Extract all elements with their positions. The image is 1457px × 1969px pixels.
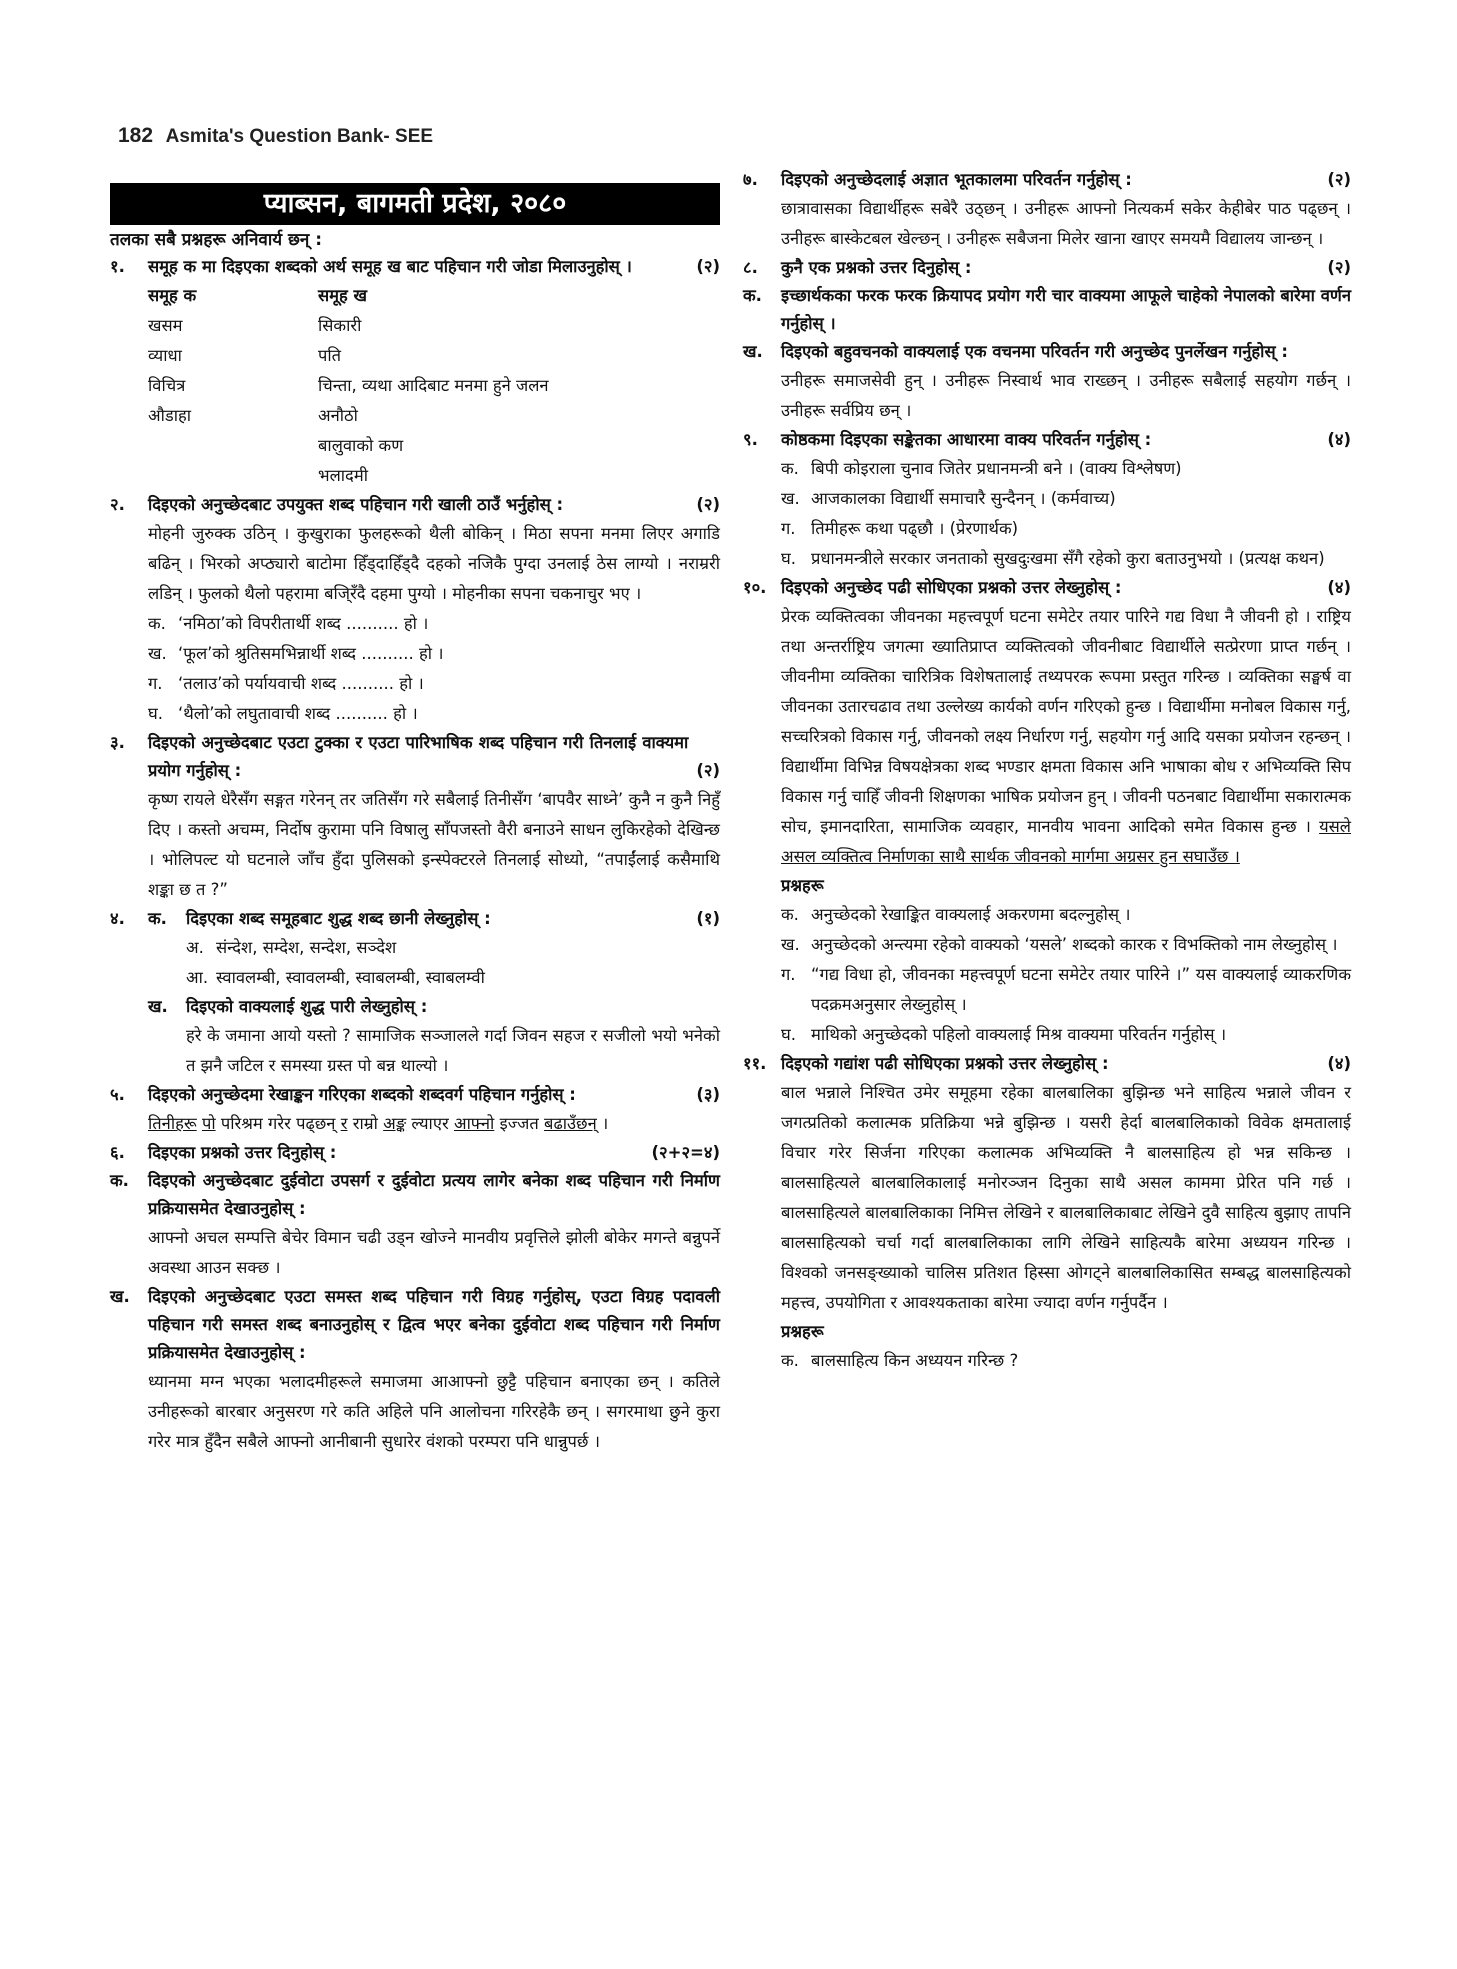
sub-item: ख. आजकालका विद्यार्थी समाचारै सुन्दैनन् । (कर्मवाच्य) [781, 489, 1116, 508]
underlined-word: पो [201, 1114, 216, 1133]
book-title: Asmita's Question Bank- SEE [165, 126, 434, 147]
option: आ. स्वावलम्बी, स्वावलम्बी, स्वाबलम्बी, स्वाबलम्वी [186, 968, 485, 987]
underlined-sentence: यसले असल व्यक्तित्व निर्माणका साथै सार्थक जीवनको मार्गमा अग्रसर हुन सघाउँछ । [781, 817, 1351, 866]
marks: (२) [1327, 170, 1351, 189]
question-text: दिइएका प्रश्नको उत्तर दिनुहोस् : [148, 1143, 337, 1162]
question-8 [743, 254, 1351, 282]
questions-label: प्रश्नहरू [781, 1322, 824, 1341]
group-a-item: औडाहा [148, 406, 192, 425]
group-a-item [148, 461, 318, 491]
group-b-item: बालुवाको कण [318, 436, 404, 455]
page-number: 182 [118, 124, 154, 147]
marks: (२+२=४) [651, 1143, 720, 1162]
marks: (१) [696, 909, 720, 928]
right-column [743, 166, 1351, 1376]
sub-item: ग. ‘तलाउ’को पर्यायवाची शब्द .......... हो । [148, 674, 424, 693]
question-text: दिइएको अनुच्छेदबाट एउटा टुक्का र एउटा पारिभाषिक शब्द पहिचान गरी तिनलाई वाक्यमा प्रयोग गर्नुहोस् : [148, 733, 689, 780]
passage: कृष्ण रायले धेरैसँग सङ्गत गरेनन् तर जतिसँग गरे सबैलाई तिनीसँग ‘बापवैर साध्ने’ कुनै न कुनै निहुँ दिए । कस्तो अचम्म, निर्दोष कुरामा पनि विषालु साँपजस्तो वैरी बनाउने साधन लुकिरहेको देखिन्छ । भोलिपल्ट यो घटनाले जाँच हुँदा पुलिसको इन्स्पेक्टरले तिनलाई सोध्यो, “तपाईंलाई कसैमाथि शङ्का छ त ?” [148, 790, 720, 899]
group-a-item: खसम [148, 316, 183, 335]
question-7 [743, 166, 1351, 254]
question-text: दिइएको अनुच्छेदमा रेखाङ्कन गरिएका शब्दको शब्दवर्ग पहिचान गर्नुहोस् : [148, 1085, 576, 1104]
question-text: दिइएको अनुच्छेदबाट दुईवोटा उपसर्ग र दुईवोटा प्रत्यय लागेर बनेका शब्द पहिचान गरी निर्माण प्रक्रियासमेत देखाउनुहोस् : [148, 1171, 720, 1218]
group-b-item: चिन्ता, व्यथा आदिबाट मनमा हुने जलन [318, 376, 549, 395]
question-number: ५. [110, 1085, 125, 1104]
question-number: ३. [110, 733, 125, 752]
question-2 [110, 491, 720, 729]
question-text: दिइएको बहुवचनको वाक्यलाई एक वचनमा परिवर्तन गरी अनुच्छेद पुनर्लेखन गर्नुहोस् : [781, 342, 1288, 361]
question-number: ६. [110, 1143, 125, 1162]
match-table [110, 281, 720, 491]
question-number: ७. [743, 170, 758, 189]
group-b-header: समूह ख [318, 286, 368, 305]
question-8a [743, 282, 1351, 338]
question-6 [110, 1139, 720, 1167]
marks: (४) [1327, 1054, 1351, 1073]
sub-item: क. बिपी कोइराला चुनाव जितेर प्रधानमन्त्री बने । (वाक्य विश्लेषण) [781, 459, 1182, 478]
passage-text: इज्जत [494, 1114, 545, 1133]
passage: उनीहरू समाजसेवी हुन् । उनीहरू निस्वार्थ भाव राख्छन् । उनीहरू सबैलाई सहयोग गर्छन् । उनीहरू सर्वप्रिय छन् । [781, 371, 1351, 420]
question-text: दिइएको अनुच्छेद पढी सोधिएका प्रश्नको उत्तर लेख्नुहोस् : [781, 578, 1122, 597]
passage: मोहनी जुरुक्क उठिन् । कुखुराका फुलहरूको थैली बोकिन् । मिठा सपना मनमा लिएर अगाडि बढिन् । भिरको अप्ठ्यारो बाटोमा हिँड्दाहिँड्दै दहको नजिकै पुग्दा उनलाई ठेस लाग्यो । नराम्ररी लडिन् । फुलको थैलो पहरामा बजि्रँदै दहमा पुग्यो । मोहनीका सपना चकनाचुर भए । [148, 524, 720, 603]
question-8b [743, 338, 1351, 426]
underlined-word: र [340, 1114, 348, 1133]
question-text: समूह क मा दिइएका शब्दको अर्थ समूह ख बाट पहिचान गरी जोडा मिलाउनुहोस् । [148, 257, 632, 276]
left-column [110, 183, 720, 1457]
sub-item: घ. ‘थैलो’को लघुतावाची शब्द .......... हो । [148, 704, 418, 723]
underlined-word: तिनीहरू [148, 1114, 197, 1133]
sub-item: घ. माथिको अनुच्छेदको पहिलो वाक्यलाई मिश्र वाक्यमा परिवर्तन गर्नुहोस् । [781, 1025, 1227, 1044]
sub-label: क. [110, 1171, 129, 1190]
question-text: दिइएको गद्यांश पढी सोधिएका प्रश्नको उत्तर लेख्नुहोस् : [781, 1054, 1109, 1073]
passage: आफ्नो अचल सम्पत्ति बेचेर विमान चढी उड्न खोज्ने मानवीय प्रवृत्तिले झोली बोकेर मगन्ते बन्नुपर्ने अवस्था आउन सक्छ । [148, 1228, 720, 1277]
question-number: ८. [743, 258, 758, 277]
group-a-item: व्याधा [148, 346, 182, 365]
question-1 [110, 253, 720, 281]
passage: हरे के जमाना आयो यस्तो ? सामाजिक सञ्जालले गर्दा जिवन सहज र सजीलो भयो भनेको त झनै जटिल र समस्या ग्रस्त पो बन्न थाल्यो । [186, 1026, 720, 1075]
questions-label: प्रश्नहरू [781, 876, 824, 895]
sub-label: क. [743, 286, 762, 305]
question-4 [110, 905, 720, 1081]
passage: बाल भन्नाले निश्चित उमेर समूहमा रहेका बालबालिका बुझिन्छ भने साहित्य भन्नाले जीवन र जगत्प्रतिको कलात्मक प्रतिक्रिया भन्ने बुझिन्छ । यसरी हेर्दा बालबालिकाको विवेक क्षमतालाई विचार गरेर सिर्जना गरिएका कलात्मक अभिव्यक्ति नै बालसाहित्य हो भन्न सकिन्छ । बालसाहित्यले बालबालिकालाई मनोरञ्जन दिनुका साथै असल काममा प्रेरित पनि गर्छ । बालसाहित्यले बालबालिकाका निमित्त लेखिने र बालबालिकाबाट लेखिने दुवै साहित्य बुझाए तापनि बालसाहित्यको चर्चा गर्दा बालबालिकाका लागि लेखिने साहित्यकै बारेमा अध्ययन गरिन्छ । विश्वको जनसङ्ख्याको चालिस प्रतिशत हिस्सा ओगट्ने बालबालिकासित सम्बद्ध बालसाहित्यको महत्त्व, उपयोगिता र आवश्यकताका बारेमा ज्यादा वर्णन गर्नुपर्दैन । [781, 1083, 1351, 1312]
group-a-header: समूह क [148, 286, 197, 305]
marks: (२) [1327, 258, 1351, 277]
question-text: दिइएको वाक्यलाई शुद्ध पारी लेख्नुहोस् : [186, 997, 428, 1016]
sub-item: ग. तिमीहरू कथा पढ्छौ । (प्रेरणार्थक) [781, 519, 1019, 538]
question-number: ४. [110, 909, 125, 928]
group-b-item: सिकारी [318, 316, 362, 335]
question-text: दिइएको अनुच्छेदलाई अज्ञात भूतकालमा परिवर्तन गर्नुहोस् : [781, 170, 1132, 189]
group-b-item: पति [318, 346, 342, 365]
page-header [118, 124, 433, 148]
question-text: दिइएको अनुच्छेदबाट एउटा समस्त शब्द पहिचान गरी विग्रह गर्नुहोस्, एउटा विग्रह पदावली पहिचान गरी समस्त शब्द बनाउनुहोस् र द्वित्व भएर बनेका दुईवोटा शब्द पहिचान गरी निर्माण प्रक्रियासमेत देखाउनुहोस् : [148, 1287, 720, 1362]
sub-item: क. ‘नमिठा’को विपरीतार्थी शब्द .......... हो । [148, 614, 429, 633]
group-b-item: अनौठो [318, 406, 358, 425]
passage-text: राम्रो [347, 1114, 384, 1133]
sub-label: ख. [148, 997, 168, 1016]
question-6a [110, 1167, 720, 1283]
underlined-word: आफ्नो [453, 1114, 495, 1133]
question-6b [110, 1283, 720, 1457]
question-number: १. [110, 257, 125, 276]
marks: (४) [1327, 578, 1351, 597]
question-3 [110, 729, 720, 905]
question-9 [743, 426, 1351, 574]
group-b-item: भलादमी [318, 466, 368, 485]
sub-item: क. अनुच्छेदको रेखाङ्कित वाक्यलाई अकरणमा बदल्नुहोस् । [781, 905, 1131, 924]
marks: (२) [696, 257, 720, 276]
sub-label: क. [148, 909, 167, 928]
passage-text: ल्याएर [406, 1114, 454, 1133]
sub-item: क. बालसाहित्य किन अध्ययन गरिन्छ ? [781, 1351, 1019, 1370]
question-10 [743, 574, 1351, 1050]
question-number: १०. [743, 578, 767, 597]
sub-item: ख. ‘फूल’को श्रुतिसमभिन्नार्थी शब्द .......... हो । [148, 644, 444, 663]
passage: छात्रावासका विद्यार्थीहरू सबेरै उठ्छन् । उनीहरू आफ्नो नित्यकर्म सकेर केहीबेर पाठ पढ्छन् । उनीहरू बास्केटबल खेल्छन् । उनीहरू सबैजना मिलेर खाना खाएर समयमै विद्यालय जान्छन् । [781, 199, 1351, 248]
question-number: २. [110, 495, 125, 514]
passage: ध्यानमा मग्न भएका भलादमीहरूले समाजमा आआफ्नो छुट्टै पहिचान बनाएका छन् । कतिले उनीहरूको बारबार अनुसरण गरे कति अहिले पनि आलोचना गरिरहेकै छन् । सगरमाथा छुने कुरा गरेर मात्र हुँदैन सबैले आफ्नो आनीबानी सुधारेर वंशको परम्परा पनि धान्नुपर्छ । [148, 1372, 720, 1451]
marks: (२) [696, 761, 720, 780]
marks: (२) [696, 495, 720, 514]
passage-text: परिश्रम गरेर पढ्छन् [215, 1114, 341, 1133]
group-a-item [148, 431, 318, 461]
question-5 [110, 1081, 720, 1139]
sub-label: ख. [743, 342, 763, 361]
sub-item: ग. “गद्य विधा हो, जीवनका महत्त्वपूर्ण घटना समेटेर तयार पारिने ।” यस वाक्यलाई व्याकरणिक पदक्रमअनुसार लेख्नुहोस् । [781, 965, 1351, 1014]
sub-item: घ. प्रधानमन्त्रीले सरकार जनताको सुखदुःखमा सँगै रहेको कुरा बताउनुभयो । (प्रत्यक्ष कथन) [781, 549, 1325, 568]
question-number: ९. [743, 430, 758, 449]
marks: (३) [696, 1085, 720, 1104]
passage [148, 1109, 720, 1139]
option: अ. संन्देश, सम्देश, सन्देश, सञ्देश [186, 938, 397, 957]
question-text: दिइएका शब्द समूहबाट शुद्ध शब्द छानी लेख्नुहोस् : [186, 909, 491, 928]
sub-label: ख. [110, 1287, 130, 1306]
question-11 [743, 1050, 1351, 1376]
question-text: कोष्ठकमा दिइएका सङ्केतका आधारमा वाक्य परिवर्तन गर्नुहोस् : [781, 430, 1152, 449]
passage-text: । [596, 1114, 609, 1133]
question-number: ११. [743, 1054, 767, 1073]
exam-title: प्याब्सन, बागमती प्रदेश, २०८० [110, 183, 720, 225]
passage: प्रेरक व्यक्तित्वका जीवनका महत्त्वपूर्ण घटना समेटेर तयार पारिने गद्य विधा नै जीवनी हो । राष्ट्रिय तथा अन्तर्राष्ट्रिय जगत्मा ख्यातिप्राप्त व्यक्तित्वको जीवनीबाट विद्यार्थीले सत्प्रेरणा प्राप्त गर्छन् । जीवनीमा व्यक्तिका चारित्रिक विशेषतालाई तथ्यपरक रूपमा प्रस्तुत गरिन्छ । व्यक्तिका सङ्घर्ष वा जीवनका उतारचढाव तथा उल्लेख्य कार्यको वर्णन गरिएको हुन्छ । विद्यार्थीमा मनोबल विकास गर्नु, सच्चरित्रको विकास गर्नु, जीवनको लक्ष्य निर्धारण गर्नु, सहयोग गर्नु आदि यसका प्रयोजन रहन्छन् । विद्यार्थीमा विभिन्न विषयक्षेत्रका शब्द भण्डार क्षमता विकास अनि भाषाका बोध र अभिव्यक्ति सिप विकास गर्नु चाहिँ जीवनी शिक्षणका भाषिक प्रयोजन हुन् । जीवनी पठनबाट विद्यार्थीमा सकारात्मक सोच, इमानदारिता, सामाजिक व्यवहार, मानवीय भावना आदिको समेत विकास हुन्छ । यसले असल व्यक्तित्व निर्माणका साथै सार्थक जीवनको मार्गमा अग्रसर हुन सघाउँछ । [781, 607, 1351, 866]
question-text: दिइएको अनुच्छेदबाट उपयुक्त शब्द पहिचान गरी खाली ठाउँ भर्नुहोस् : [148, 495, 564, 514]
sub-item: ख. अनुच्छेदको अन्त्यमा रहेको वाक्यको ‘यसले’ शब्दको कारक र विभक्तिको नाम लेख्नुहोस् । [781, 935, 1338, 954]
underlined-word: अङ्क [383, 1114, 407, 1133]
marks: (४) [1327, 430, 1351, 449]
question-text: इच्छार्थकका फरक फरक क्रियापद प्रयोग गरी चार वाक्यमा आफूले चाहेको नेपालको बारेमा वर्णन गर्नुहोस् । [781, 286, 1351, 333]
underlined-word: बढाउँछन् [544, 1114, 597, 1133]
group-a-item: विचित्र [148, 376, 186, 395]
instruction: तलका सबै प्रश्नहरू अनिवार्य छन् : [110, 230, 323, 250]
question-text: कुनै एक प्रश्नको उत्तर दिनुहोस् : [781, 258, 972, 277]
